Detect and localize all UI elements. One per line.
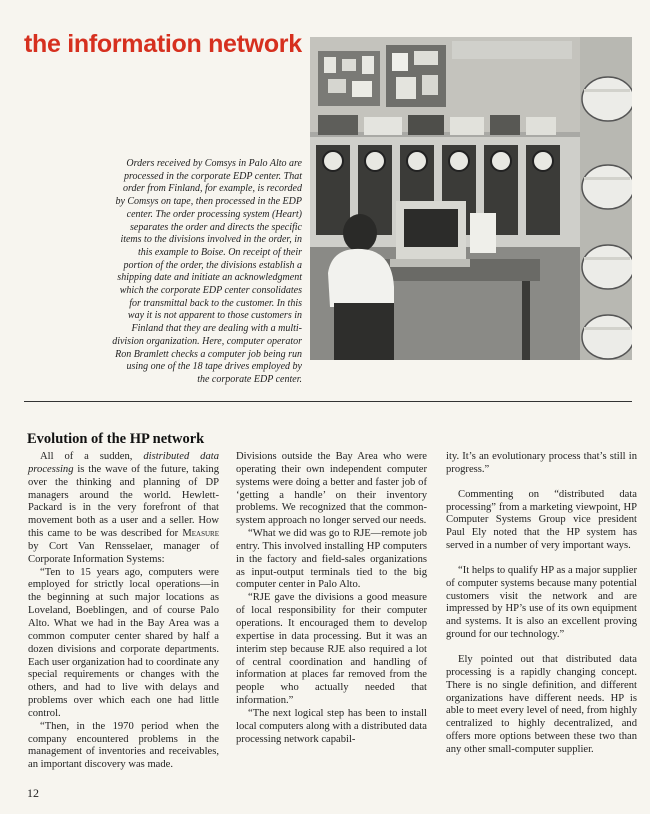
paragraph: “Then, in the 1970 period when the company encountered problems in the management of inventories and receivables, an important discovery was made. [28, 720, 219, 771]
paragraph: Ely pointed out that distributed data processing is a rapidly changing concept. There is no single definition, and different organizations have different needs. HP is able to meet every level of need, from highly centralized to highly decentralized, and offers more options between these two than any other small-computer supplier. [446, 653, 637, 755]
article-heading: Evolution of the HP network [27, 431, 205, 447]
paragraph: All of a sudden, distributed data processing is the wave of the future, taking over the thinking and planning of DP managers around the world. Hewlett-Packard is in the very forefront of that movement both as a user and a seller. How this came to be was described for Measure by Cort Van Rensselaer, manager of Corporate Information Systems: [28, 451, 219, 565]
paragraph: “RJE gave the divisions a good measure of local responsibility for their computer operations. It encouraged them to develop expertise in data processing. But it was an interim step because RJE also required a lot of central coordination and handling of information at places far removed from the people who actually needed that information.” [236, 592, 427, 707]
computer-room-photo [310, 37, 632, 360]
page-number: 12 [27, 786, 39, 800]
paragraph: ity. It’s an evolutionary process that’s still in progress.” [446, 451, 637, 475]
paragraph: “The next logical step has been to install local computers along with a distributed data processing network capabil- [236, 707, 427, 745]
paragraph: “What we did was go to RJE—remote job entry. This involved installing HP computers in the factory and field-sales organizations as input-output terminals tied to the big computer center in Palo Alto. [236, 528, 427, 591]
paragraph: “Ten to 15 years ago, computers were employed for strictly local operations—in the beginning at such major locations as Loveland, Boeblingen, and of course Palo Alto. What we had in the Bay Area was a common computer center shared by half a dozen divisions and corporate departments. Each user organization had to coordinate any special requirements or changes with the others, and had to live with delays and problems over which each one had little control. [28, 566, 220, 719]
page-title: the information network [24, 30, 302, 58]
article-column-3 [446, 451, 637, 757]
paragraph: Divisions outside the Bay Area who were operating their own independent computer systems were doing a better and faster job of ‘getting a handle’ on their inventory problems. We recognized that the common-system approach no longer served our needs. [236, 451, 427, 527]
article-column-2 [236, 451, 427, 746]
photo-caption: Orders received by Comsys in Palo Alto are processed in the corporate EDP center. That order from Finland, for example, is recorded by Comsys on tape, then processed in the EDP center. The order processing system (Heart) separates the order and directs the specific items to the divisions involved in the order, in this example to Boise. On receipt of their portion of the order, the divisions establish a shipping date and initiate an acknowledgment which the corporate EDP center consolidates for transmittal back to the customer. In this way it is not apparent to those customers in Finland that they are dealing with a multi-division organization. Here, computer operator Ron Bramlett checks a computer job being run using one of the 18 tape drives employed by the corporate EDP center. [112, 158, 302, 385]
paragraph: “It helps to qualify HP as a major supplier of computer systems because many potential customers visit the network and are impressed by HP’s use of its own equipment and systems. It is also an excellent proving ground for our technology.” [446, 564, 637, 641]
section-divider [24, 401, 632, 402]
article-column-1 [28, 451, 219, 772]
paragraph: Commenting on “distributed data processing” from a marketing viewpoint, HP Computer Systems Group vice president Paul Ely noted that the HP system has served in a number of very important ways. [446, 488, 637, 552]
